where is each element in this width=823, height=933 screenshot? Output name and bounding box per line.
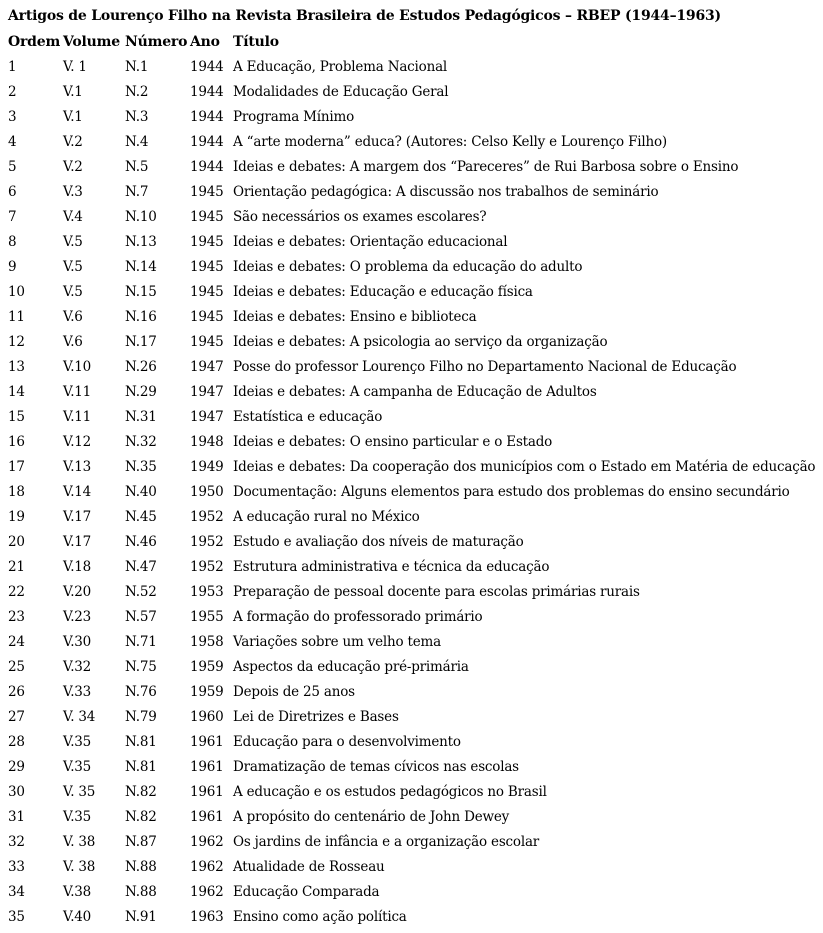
cell-numero: N.15	[125, 284, 157, 300]
cell-numero: N.5	[125, 159, 149, 175]
cell-numero: N.46	[125, 534, 157, 550]
cell-ano: 1952	[190, 509, 224, 525]
cell-titulo: Educação Comparada	[233, 884, 380, 900]
cell-numero: N.29	[125, 384, 157, 400]
cell-ano: 1959	[190, 659, 224, 675]
cell-titulo: Depois de 25 anos	[233, 684, 355, 700]
cell-volume: V. 35	[63, 784, 96, 800]
cell-ano: 1952	[190, 534, 224, 550]
table-row	[8, 530, 820, 555]
table-row	[8, 905, 820, 930]
table-row	[8, 480, 820, 505]
cell-titulo: São necessários os exames escolares?	[233, 209, 487, 225]
cell-ano: 1945	[190, 234, 224, 250]
table-row	[8, 580, 820, 605]
cell-titulo: Programa Mínimo	[233, 109, 355, 125]
cell-titulo: Variações sobre um velho tema	[233, 634, 442, 650]
cell-volume: V.13	[63, 459, 92, 475]
cell-ordem: 8	[8, 234, 17, 250]
cell-numero: N.32	[125, 434, 157, 450]
cell-volume: V. 38	[63, 859, 96, 875]
cell-volume: V.3	[63, 184, 83, 200]
cell-ano: 1953	[190, 584, 224, 600]
table-row	[8, 80, 820, 105]
table-row	[8, 180, 820, 205]
table-row	[8, 305, 820, 330]
cell-numero: N.91	[125, 909, 157, 925]
cell-ano: 1959	[190, 684, 224, 700]
cell-numero: N.47	[125, 559, 157, 575]
cell-ordem: 30	[8, 784, 25, 800]
cell-volume: V.11	[63, 409, 92, 425]
cell-ordem: 14	[8, 384, 25, 400]
table-row	[8, 355, 820, 380]
cell-ordem: 31	[8, 809, 25, 825]
cell-ano: 1961	[190, 734, 224, 750]
cell-numero: N.88	[125, 859, 157, 875]
table-row	[8, 55, 820, 80]
cell-ano: 1944	[190, 159, 224, 175]
table-row	[8, 130, 820, 155]
table-row	[8, 805, 820, 830]
cell-ano: 1961	[190, 784, 224, 800]
document-title: Artigos de Lourenço Filho na Revista Brasileira de Estudos Pedagógicos – RBEP (1944–1963)	[8, 8, 721, 24]
cell-titulo: Preparação de pessoal docente para escolas primárias rurais	[233, 584, 640, 600]
cell-ano: 1962	[190, 884, 224, 900]
cell-ordem: 1	[8, 59, 17, 75]
cell-volume: V.17	[63, 534, 92, 550]
cell-volume: V.5	[63, 259, 83, 275]
cell-ordem: 15	[8, 409, 25, 425]
table-row	[8, 755, 820, 780]
cell-ordem: 10	[8, 284, 25, 300]
cell-titulo: A “arte moderna” educa? (Autores: Celso Kelly e Lourenço Filho)	[233, 134, 667, 150]
table-row	[8, 280, 820, 305]
cell-ano: 1945	[190, 184, 224, 200]
cell-numero: N.7	[125, 184, 149, 200]
cell-numero: N.79	[125, 709, 157, 725]
table-row	[8, 830, 820, 855]
cell-ordem: 18	[8, 484, 25, 500]
cell-volume: V.6	[63, 334, 83, 350]
cell-titulo: Posse do professor Lourenço Filho no Departamento Nacional de Educação	[233, 359, 737, 375]
table-row	[8, 780, 820, 805]
table-row	[8, 505, 820, 530]
column-header-ordem: Ordem	[8, 34, 61, 50]
cell-numero: N.31	[125, 409, 157, 425]
cell-volume: V.35	[63, 809, 92, 825]
cell-numero: N.14	[125, 259, 157, 275]
table-row	[8, 380, 820, 405]
cell-numero: N.10	[125, 209, 157, 225]
cell-volume: V.33	[63, 684, 92, 700]
cell-numero: N.82	[125, 784, 157, 800]
table-row	[8, 630, 820, 655]
cell-numero: N.81	[125, 734, 157, 750]
cell-titulo: Dramatização de temas cívicos nas escolas	[233, 759, 519, 775]
cell-titulo: Os jardins de infância e a organização escolar	[233, 834, 540, 850]
cell-ano: 1947	[190, 359, 224, 375]
cell-numero: N.45	[125, 509, 157, 525]
table-row	[8, 880, 820, 905]
cell-ordem: 26	[8, 684, 25, 700]
cell-numero: N.87	[125, 834, 157, 850]
cell-ordem: 28	[8, 734, 25, 750]
cell-ordem: 12	[8, 334, 25, 350]
cell-numero: N.4	[125, 134, 149, 150]
cell-numero: N.57	[125, 609, 157, 625]
cell-volume: V.17	[63, 509, 92, 525]
cell-titulo: Lei de Diretrizes e Bases	[233, 709, 399, 725]
cell-ordem: 21	[8, 559, 25, 575]
cell-ano: 1955	[190, 609, 224, 625]
table-row	[8, 455, 820, 480]
cell-ordem: 13	[8, 359, 25, 375]
cell-ordem: 17	[8, 459, 25, 475]
cell-ano: 1947	[190, 384, 224, 400]
cell-numero: N.88	[125, 884, 157, 900]
table-row	[8, 105, 820, 130]
table-body	[8, 55, 820, 930]
cell-volume: V.2	[63, 134, 83, 150]
cell-ano: 1958	[190, 634, 224, 650]
cell-titulo: Ideias e debates: Educação e educação física	[233, 284, 533, 300]
table-row	[8, 555, 820, 580]
cell-ordem: 27	[8, 709, 25, 725]
cell-volume: V.40	[63, 909, 92, 925]
cell-ano: 1952	[190, 559, 224, 575]
cell-volume: V.2	[63, 159, 83, 175]
table-row	[8, 855, 820, 880]
cell-ano: 1963	[190, 909, 224, 925]
cell-numero: N.3	[125, 109, 149, 125]
cell-ano: 1949	[190, 459, 224, 475]
table-row	[8, 605, 820, 630]
cell-ordem: 24	[8, 634, 25, 650]
cell-titulo: Estrutura administrativa e técnica da educação	[233, 559, 550, 575]
cell-ano: 1960	[190, 709, 224, 725]
cell-volume: V.18	[63, 559, 92, 575]
cell-numero: N.2	[125, 84, 149, 100]
column-header-ano: Ano	[190, 34, 220, 50]
cell-ano: 1944	[190, 109, 224, 125]
cell-titulo: Ideias e debates: Da cooperação dos municípios com o Estado em Matéria de educação	[233, 459, 816, 475]
cell-ano: 1945	[190, 334, 224, 350]
cell-ordem: 19	[8, 509, 25, 525]
cell-titulo: Ideias e debates: O ensino particular e o Estado	[233, 434, 553, 450]
cell-titulo: Aspectos da educação pré-primária	[233, 659, 469, 675]
table-row	[8, 730, 820, 755]
cell-titulo: Ideias e debates: O problema da educação do adulto	[233, 259, 583, 275]
cell-numero: N.71	[125, 634, 157, 650]
cell-ano: 1944	[190, 84, 224, 100]
cell-volume: V.4	[63, 209, 83, 225]
cell-numero: N.35	[125, 459, 157, 475]
cell-ordem: 3	[8, 109, 17, 125]
articles-table	[8, 29, 820, 930]
cell-numero: N.81	[125, 759, 157, 775]
cell-ordem: 20	[8, 534, 25, 550]
cell-volume: V.35	[63, 734, 92, 750]
cell-volume: V.20	[63, 584, 92, 600]
cell-titulo: Ensino como ação política	[233, 909, 407, 925]
cell-ordem: 16	[8, 434, 25, 450]
cell-volume: V.1	[63, 84, 83, 100]
cell-volume: V.23	[63, 609, 92, 625]
cell-titulo: Modalidades de Educação Geral	[233, 84, 449, 100]
cell-ordem: 35	[8, 909, 25, 925]
cell-ordem: 34	[8, 884, 25, 900]
cell-ordem: 5	[8, 159, 17, 175]
cell-numero: N.76	[125, 684, 157, 700]
table-row	[8, 205, 820, 230]
cell-volume: V. 38	[63, 834, 96, 850]
cell-numero: N.82	[125, 809, 157, 825]
cell-ano: 1962	[190, 834, 224, 850]
cell-titulo: A propósito do centenário de John Dewey	[233, 809, 510, 825]
cell-titulo: Atualidade de Rosseau	[233, 859, 385, 875]
cell-ordem: 4	[8, 134, 17, 150]
cell-ordem: 29	[8, 759, 25, 775]
column-header-numero: Número	[125, 34, 188, 50]
cell-titulo: Educação para o desenvolvimento	[233, 734, 461, 750]
cell-volume: V.1	[63, 109, 83, 125]
cell-ordem: 23	[8, 609, 25, 625]
cell-ordem: 22	[8, 584, 25, 600]
table-row	[8, 705, 820, 730]
cell-ordem: 25	[8, 659, 25, 675]
cell-numero: N.1	[125, 59, 149, 75]
cell-volume: V.38	[63, 884, 92, 900]
cell-ano: 1962	[190, 859, 224, 875]
cell-numero: N.16	[125, 309, 157, 325]
cell-volume: V.5	[63, 284, 83, 300]
cell-numero: N.52	[125, 584, 157, 600]
cell-ordem: 11	[8, 309, 25, 325]
column-header-titulo: Título	[233, 34, 279, 50]
cell-volume: V.30	[63, 634, 92, 650]
cell-ordem: 9	[8, 259, 17, 275]
cell-volume: V.32	[63, 659, 92, 675]
cell-volume: V.14	[63, 484, 92, 500]
table-row	[8, 155, 820, 180]
cell-ano: 1948	[190, 434, 224, 450]
cell-volume: V.5	[63, 234, 83, 250]
cell-titulo: Orientação pedagógica: A discussão nos trabalhos de seminário	[233, 184, 659, 200]
cell-volume: V.11	[63, 384, 92, 400]
cell-ordem: 2	[8, 84, 17, 100]
cell-ano: 1947	[190, 409, 224, 425]
cell-volume: V.6	[63, 309, 83, 325]
cell-titulo: Ideias e debates: Orientação educacional	[233, 234, 508, 250]
cell-ano: 1944	[190, 59, 224, 75]
cell-titulo: Estudo e avaliação dos níveis de maturação	[233, 534, 524, 550]
cell-ano: 1950	[190, 484, 224, 500]
cell-numero: N.40	[125, 484, 157, 500]
cell-titulo: Ideias e debates: A psicologia ao serviço da organização	[233, 334, 608, 350]
table-row	[8, 255, 820, 280]
cell-ordem: 7	[8, 209, 17, 225]
cell-ano: 1945	[190, 284, 224, 300]
table-row	[8, 655, 820, 680]
cell-volume: V. 1	[63, 59, 87, 75]
cell-ano: 1945	[190, 259, 224, 275]
cell-numero: N.17	[125, 334, 157, 350]
cell-titulo: A formação do professorado primário	[233, 609, 483, 625]
table-row	[8, 680, 820, 705]
cell-titulo: A Educação, Problema Nacional	[233, 59, 448, 75]
cell-volume: V. 34	[63, 709, 96, 725]
table-row	[8, 405, 820, 430]
cell-ano: 1945	[190, 309, 224, 325]
cell-ordem: 32	[8, 834, 25, 850]
column-header-volume: Volume	[63, 34, 120, 50]
cell-ordem: 6	[8, 184, 17, 200]
cell-numero: N.26	[125, 359, 157, 375]
cell-ano: 1961	[190, 809, 224, 825]
cell-volume: V.12	[63, 434, 92, 450]
cell-titulo: Ideias e debates: A campanha de Educação de Adultos	[233, 384, 597, 400]
cell-titulo: Documentação: Alguns elementos para estudo dos problemas do ensino secundário	[233, 484, 790, 500]
cell-titulo: A educação rural no México	[233, 509, 420, 525]
cell-volume: V.35	[63, 759, 92, 775]
table-row	[8, 330, 820, 355]
cell-numero: N.13	[125, 234, 157, 250]
cell-titulo: Ideias e debates: A margem dos “Pareceres” de Rui Barbosa sobre o Ensino	[233, 159, 739, 175]
table-row	[8, 230, 820, 255]
table-header-row	[8, 29, 820, 55]
cell-numero: N.75	[125, 659, 157, 675]
cell-ano: 1944	[190, 134, 224, 150]
cell-titulo: Ideias e debates: Ensino e biblioteca	[233, 309, 477, 325]
table-row	[8, 430, 820, 455]
cell-volume: V.10	[63, 359, 92, 375]
cell-ordem: 33	[8, 859, 25, 875]
cell-titulo: A educação e os estudos pedagógicos no Brasil	[233, 784, 547, 800]
cell-ano: 1945	[190, 209, 224, 225]
cell-ano: 1961	[190, 759, 224, 775]
cell-titulo: Estatística e educação	[233, 409, 383, 425]
